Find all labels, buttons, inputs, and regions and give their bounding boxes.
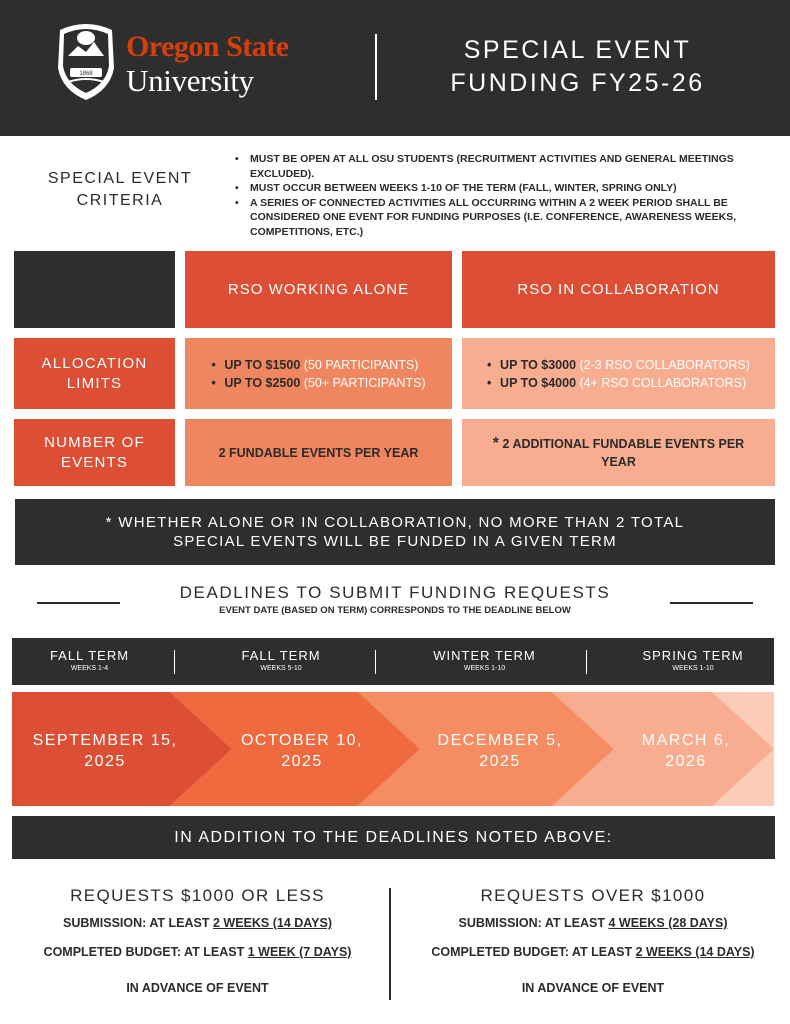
criteria-heading [20,168,220,212]
criteria-heading-line1: SPECIAL EVENT [47,170,193,187]
deadline-date-line2: 2026 [665,753,707,770]
row-header-events [14,419,175,486]
deadline-date [212,730,392,772]
row-header-events-line2: EVENTS [60,453,129,471]
deadline-date [410,730,590,772]
deadline-date [614,730,758,772]
seal-year: 1868 [79,71,93,77]
limit-item [211,374,425,392]
requests-small-advance: IN ADVANCE OF EVENT [126,981,269,995]
term-bar [12,638,774,685]
limit-amount: UP TO $1500 [224,357,301,372]
collab-events-cell [462,419,775,486]
deadlines-heading: DEADLINES TO SUBMIT FUNDING REQUESTS [179,583,611,602]
requests-small-title: REQUESTS $1000 OR LESS [70,886,325,905]
deadline-rule-left [37,602,120,604]
term-name: SPRING TERM [642,648,744,663]
deadline-date-line1: OCTOBER 10, [240,732,363,749]
budget-value: 2 WEEKS (14 DAYS) [635,945,755,959]
limit-item [487,374,750,392]
term-fall-late [202,648,360,673]
budget-value: 1 WEEK (7 DAYS) [247,945,352,959]
limit-amount: UP TO $3000 [500,357,577,372]
requests-small-submission [10,916,385,945]
row-header-allocation [14,338,175,409]
submission-value: 4 WEEKS (28 DAYS) [608,916,728,930]
criteria-item: • A SERIES OF CONNECTED ACTIVITIES ALL OCCURRING WITHIN A 2 WEEK PERIOD SHALL BE CONSIDERED ONE EVENT FOR FUNDING PURPOSES (I.E. CONFERENCE, AWARENESS WEEKS, COMPETITIONS, ETC.) [234,196,769,240]
collab-limits-list [487,356,750,392]
deadline-date-line2: 2025 [281,753,323,770]
term-separator [174,650,175,674]
term-name: FALL TERM [241,648,321,663]
row-header-allocation-line1: ALLOCATION [41,354,148,372]
requests-small-budget [10,945,385,974]
requests-large-advance: IN ADVANCE OF EVENT [521,981,665,995]
limit-detail: (4+ RSO COLLABORATORS) [579,375,747,390]
col-header-collab: RSO IN COLLABORATION [462,251,775,328]
deadlines-subheading: EVENT DATE (BASED ON TERM) CORRESPONDS TO THE DEADLINE BELOW [219,605,571,616]
deadline-date-line2: 2025 [479,753,521,770]
limit-amount: UP TO $2500 [224,375,301,390]
requests-divider [389,888,391,1000]
funding-note-line1: * WHETHER ALONE OR IN COLLABORATION, NO MORE THAN 2 TOTAL [105,514,685,531]
col-header-alone: RSO WORKING ALONE [185,251,452,328]
asterisk-mark: * [492,434,500,452]
budget-label: COMPLETED BUDGET: AT LEAST [43,945,248,959]
deadline-date-line2: 2025 [84,753,126,770]
page-title-line2: FUNDING FY25-26 [450,69,705,97]
term-winter [402,648,567,673]
alone-limits-list [211,356,425,392]
limit-item [211,356,425,374]
table-corner [14,251,175,328]
collab-events-text: 2 ADDITIONAL FUNDABLE EVENTS PER [502,436,745,451]
submission-label: SUBMISSION: AT LEAST [458,916,609,930]
requests-large-budget [398,945,788,974]
submission-label: SUBMISSION: AT LEAST [62,916,213,930]
deadline-date-line1: DECEMBER 5, [437,732,563,749]
criteria-heading-line2: CRITERIA [76,192,164,209]
deadline-rule-right [670,602,753,604]
term-spring [612,648,774,673]
funding-note-line2: SPECIAL EVENTS WILL BE FUNDED IN A GIVEN TERM [173,533,617,550]
page-title-line1: SPECIAL EVENT [463,36,692,64]
criteria-item: • MUST BE OPEN AT ALL OSU STUDENTS (RECRUITMENT ACTIVITIES AND GENERAL MEETINGS EXCLUDED). [234,152,769,181]
limit-detail: (2-3 RSO COLLABORATORS) [579,357,750,372]
limit-detail: (50 PARTICIPANTS) [303,357,419,372]
term-fall-early [12,648,167,673]
limit-item [487,356,750,374]
header-divider [375,34,377,100]
limit-amount: UP TO $4000 [500,375,577,390]
deadline-date-line1: SEPTEMBER 15, [32,732,178,749]
alone-events-cell: 2 FUNDABLE EVENTS PER YEAR [185,419,452,486]
term-name: WINTER TERM [433,648,536,663]
term-weeks: WEEKS 1-4 [70,665,109,672]
requests-large-title: REQUESTS OVER $1000 [480,886,706,905]
term-name: FALL TERM [49,648,130,663]
term-separator [375,650,376,674]
alone-limits-cell [185,338,452,409]
row-header-allocation-line2: LIMITS [66,374,123,392]
term-weeks: WEEKS 1-10 [463,665,506,672]
page-title [405,34,750,100]
submission-value: 2 WEEKS (14 DAYS) [212,916,333,930]
collab-limits-cell [462,338,775,409]
term-weeks: WEEKS 1-10 [672,665,714,672]
deadline-date-line1: MARCH 6, [641,732,731,749]
osu-seal-icon [52,16,120,102]
additional-banner: IN ADDITION TO THE DEADLINES NOTED ABOVE: [12,816,775,859]
collab-events-line2: YEAR [601,454,636,469]
header-banner [0,0,790,136]
logo-wordmark-bottom: University [126,63,254,98]
requests-large-column [398,886,788,995]
limit-detail: (50+ PARTICIPANTS) [303,375,426,390]
term-separator [586,650,587,674]
logo-wordmark-top: Oregon State [126,30,289,63]
requests-small-column [10,886,385,995]
criteria-item: • MUST OCCUR BETWEEN WEEKS 1-10 OF THE TERM (FALL, WINTER, SPRING ONLY) [234,181,769,196]
row-header-events-line1: NUMBER OF [44,433,145,451]
criteria-list [234,152,769,239]
requests-large-submission [398,916,788,945]
term-weeks: WEEKS 5-10 [260,665,302,672]
budget-label: COMPLETED BUDGET: AT LEAST [431,945,636,959]
collab-events-line1 [493,435,744,453]
funding-note [15,499,775,565]
deadline-date [15,730,195,772]
